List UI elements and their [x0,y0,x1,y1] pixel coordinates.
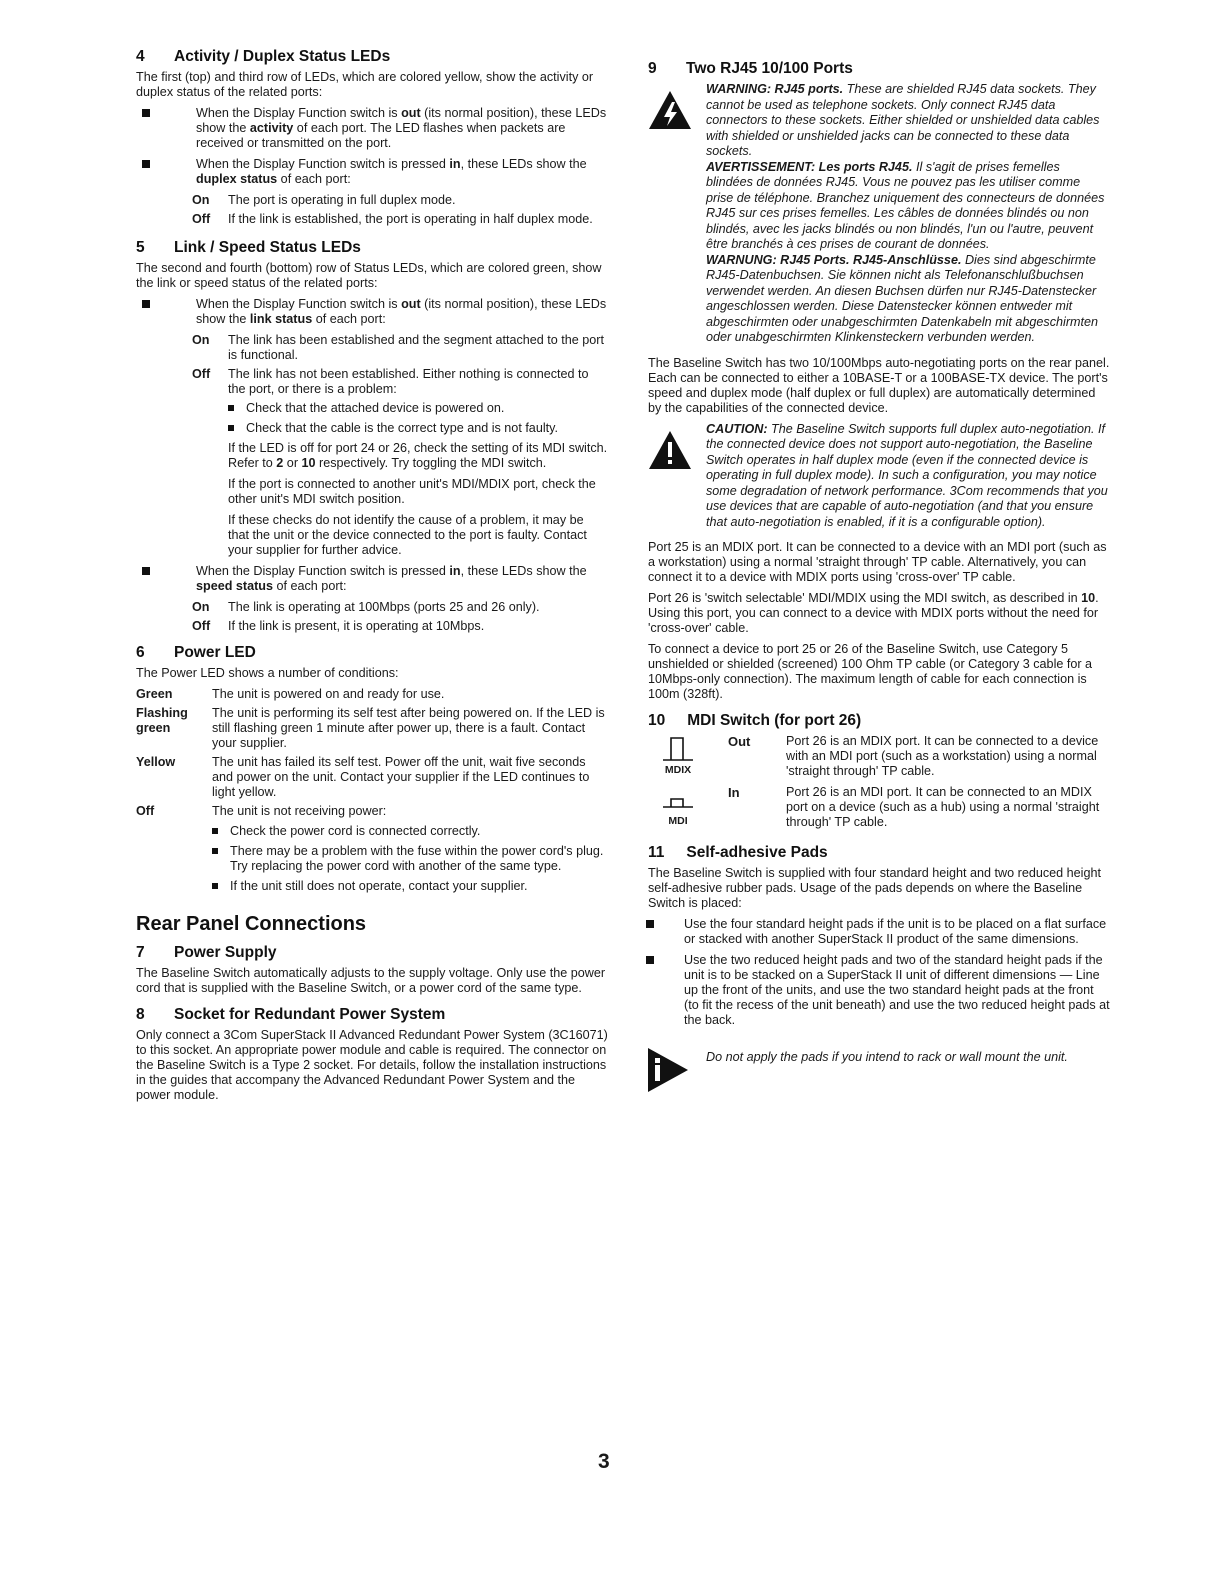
section-7-text: The Baseline Switch automatically adjusts to the supply voltage. Only use the power cord that is supplied with the Baseline Switch, or a power cord of the same type. [136,966,606,995]
check-list [228,401,608,558]
definition-desc [212,804,608,899]
caution-label: CAUTION: [706,421,768,436]
list-item [228,401,608,416]
section-number: 10 [648,712,666,729]
warning-fr-text: Il s'agit de prises femelles blindées de données RJ45. Vous ne pouvez pas les utiliser comme prise de téléphone. Branchez uniquement des connecteurs de données RJ45 sur ces prises femelles. Les câbles de données blindés ou non blindés, avec les jacks blindés ou non blindés, l'un ou l'autre, peuvent être branchés à ces prises de courant de données. [706,159,1105,251]
section-title: Two RJ45 10/100 Ports [686,60,853,77]
definition-desc: The unit has failed its self test. Power off the unit, wait five seconds and power on the unit. Contact your supplier if the LED continues to light yellow. [212,755,590,799]
info-icon [648,1040,706,1092]
definition-desc: The unit is powered on and ready for use. [212,687,445,701]
switch-out-figure [648,734,708,779]
section-6-intro: The Power LED shows a number of conditions: [136,666,399,680]
mdi-label: MDI [668,815,688,827]
section-11-heading [648,844,1110,862]
page-number: 3 [598,1450,610,1473]
warning-de-label: WARNUNG: RJ45 Ports. RJ45-Anschlüsse. [706,252,962,267]
list-item-text: Check that the cable is the correct type and is not faulty. [246,421,558,435]
bullet-square-icon [228,425,234,431]
definition-row [192,600,608,615]
bullet-square-icon [142,109,150,117]
definition-term: Out [728,734,751,749]
definition-row [192,193,608,208]
section-10-heading [648,712,1110,730]
definition-row [192,333,608,363]
bullet-square-icon [212,848,218,854]
bullet-square-icon [142,300,150,308]
bullet-square-icon [142,567,150,575]
definition-list [192,193,608,227]
list-item [136,297,608,327]
list-item-text: Use the four standard height pads if the unit is to be placed on a flat surface or stacked with another SuperStack II product of the same dimensions. [684,917,1107,946]
list-item [136,564,608,594]
list-item-text: Use the two reduced height pads and two of the standard height pads if the unit is to be stacked on a SuperStack II unit of different dimensions — Line up the front of the units, and use the two standard height pads at the front (to fit the recess of the unit beneath) and use the two reduced height pads at the back. [684,953,1110,1027]
mdi-switch-table [648,734,1110,830]
definition-term: Yellow [136,755,176,769]
definition-row [136,755,608,800]
section-11-intro: The Baseline Switch is supplied with four standard height and two reduced height self-adhesive rubber pads. Usage of the pads depends on where the Baseline Switch is placed: [648,866,1101,910]
section-number: 9 [648,60,657,77]
section-number: 11 [648,844,665,861]
list-item-text: When the Display Function switch is out (its normal position), these LEDs show the link status of each port: [196,297,607,326]
electrical-warning-icon [648,82,706,346]
check-list [212,824,608,894]
definition-term: Green [136,687,173,701]
warning-de-text: Dies sind abgeschirmte RJ45-Datenbuchsen. Sie können nicht als Telefonanschlußbuchsen verwendet werden. An diesen Buchsen dürfen nur RJ45-Datenstecker angeschlossen werden. Diese Datenstecker können entweder mit abgeschirmten oder unabgeschirmten Datenkabeln mit abgeschirmten oder unabgeschirmten Klinkensteckern verbunden werden. [706,252,1099,344]
list-item-text: Check the power cord is connected correctly. [230,824,481,838]
section-4-heading [136,48,608,66]
list-item-text: When the Display Function switch is pressed in, these LEDs show the speed status of each port: [196,564,587,593]
list-item-text: When the Display Function switch is out (its normal position), these LEDs show the activity of each port. The LED flashes when packets are received or transmitted on the port. [196,106,607,150]
bullet-square-icon [212,883,218,889]
info-note-text: Do not apply the pads if you intend to rack or wall mount the unit. [706,1050,1068,1064]
definition-term: Off [192,367,211,381]
warning-fr-label: AVERTISSEMENT: Les ports RJ45. [706,159,913,174]
mdix-label: MDIX [664,764,692,776]
list-item-text: Check that the attached device is powered on. [246,401,505,415]
list-item-text: When the Display Function switch is pressed in, these LEDs show the duplex status of each port: [196,157,587,186]
power-led-table [136,687,608,899]
bullet-square-icon [228,405,234,411]
caution-text [706,422,1110,531]
section-number: 8 [136,1006,145,1023]
switch-out-icon [661,734,695,762]
definition-desc: The port is operating in full duplex mode. [228,193,456,207]
definition-row [136,706,608,751]
definition-term: Off [192,619,211,633]
list-item [228,421,608,436]
definition-row [136,687,608,702]
section-number: 6 [136,644,145,661]
definition-list [192,600,608,634]
section-number: 4 [136,48,145,65]
definition-term: On [192,193,210,207]
rear-panel-heading: Rear Panel Connections [136,913,367,935]
switch-in-icon [661,785,695,813]
definition-desc: The unit is performing its self test after being powered on. If the LED is still flashing green 1 minute after power up, there is a fault. Contact your supplier. [212,706,605,750]
definition-desc: The link is operating at 100Mbps (ports 25 and 26 only). [228,600,540,614]
bullet-square-icon [142,160,150,168]
definition-row [192,619,608,634]
definition-desc-text: The unit is not receiving power: [212,804,387,818]
list-item [640,917,1110,947]
section-title: Activity / Duplex Status LEDs [174,48,391,65]
paragraph: If these checks do not identify the cause of a problem, it may be that the unit or the device connected to the port is faulty. Contact your supplier for further advice. [228,513,587,557]
caution-note [648,422,1110,531]
paragraph: To connect a device to port 25 or 26 of the Baseline Switch, use Category 5 unshielded or shielded (screened) 100 Ohm TP cable (or Category 3 cable for a 10Mbps-only connection). The maximum length of cable for each connection is 100m (328ft). [648,642,1093,701]
bullet-square-icon [212,828,218,834]
section-title: Link / Speed Status LEDs [174,239,361,256]
mdi-row-in [648,785,1110,830]
list-item [136,106,608,151]
definition-term: On [192,600,210,614]
section-title: Socket for Redundant Power System [174,1006,446,1023]
warning-note [648,82,1110,346]
section-title: MDI Switch (for port 26) [687,712,862,729]
definition-term: Flashing green [136,706,188,735]
definition-desc: If the link is established, the port is operating in half duplex mode. [228,212,593,226]
right-column [648,60,1110,1102]
section-number: 5 [136,239,145,256]
paragraph: If the port is connected to another unit's MDI/MDIX port, check the other unit's MDI switch position. [228,477,596,506]
warning-en-text: These are shielded RJ45 data sockets. They cannot be used as telephone sockets. Only connect RJ45 data connectors to these sockets. Either shielded or unshielded data cables with shielded or unshielded jacks can be connected to these data sockets. [706,82,1100,158]
list-item [640,953,1110,1028]
list-item [212,879,608,894]
mdi-row-out [648,734,1110,779]
paragraph: The Baseline Switch has two 10/100Mbps auto-negotiating ports on the rear panel. Each can be connected to either a 10BASE-T or a 100BASE-TX device. The port's speed and duplex mode (half duplex or full duplex) are automatically determined by the capabilities of the connected device. [648,355,1110,415]
section-7-heading [136,944,608,962]
bullet-square-icon [646,920,654,928]
definition-desc: The link has not been established. Either nothing is connected to the port, or there is a problem: [228,367,589,396]
switch-in-figure [648,785,708,830]
definition-row [192,212,608,227]
definition-desc: Port 26 is an MDI port. It can be connected to an MDIX port on a device (such as a hub) using a normal 'straight through' TP cable. [786,785,1100,829]
definition-term: In [728,785,740,800]
list-item [212,824,608,839]
definition-list [192,333,608,558]
section-title: Self-adhesive Pads [686,844,828,861]
section-6-heading [136,644,608,662]
warning-text [706,82,1110,346]
definition-term: Off [136,804,155,818]
definition-desc: The link has been established and the segment attached to the port is functional. [228,333,604,362]
definition-desc: If the link is present, it is operating at 10Mbps. [228,619,485,633]
left-column [136,48,608,1109]
section-title: Power LED [174,644,256,661]
section-5-heading [136,239,608,257]
bullet-square-icon [646,956,654,964]
list-item-text: If the unit still does not operate, contact your supplier. [230,879,528,893]
definition-term: Off [192,212,211,226]
paragraph: Port 25 is an MDIX port. It can be connected to a device with an MDI port (such as a workstation) using a normal 'straight through' TP cable. Alternatively, you can connect it to a device with MDIX ports using 'cross-over' TP cable. [648,540,1107,584]
definition-term: On [192,333,210,347]
paragraph: If the LED is off for port 24 or 26, check the setting of its MDI switch. Refer to 2 or 10 respectively. Try toggling the MDI switch. [228,441,608,470]
definition-row [136,804,608,899]
section-number: 7 [136,944,145,961]
list-item [136,157,608,187]
list-item-text: There may be a problem with the fuse within the power cord's plug. Try replacing the power cord with another of the same type. [230,844,604,873]
section-8-text: Only connect a 3Com SuperStack II Advanced Redundant Power System (3C16071) to this socket. An appropriate power module and cable is required. The connector on the Baseline Switch is a Type 2 socket. For details, follow the installation instructions in the guides that accompany the Advanced Redundant Power System and the power module. [136,1028,608,1102]
section-8-heading [136,1006,608,1024]
paragraph: Port 26 is 'switch selectable' MDI/MDIX using the MDI switch, as described in 10. Using this port, you can connect to a device with MDIX ports without the need for 'cross-over' cable. [648,591,1099,635]
section-title: Power Supply [174,944,277,961]
info-note [648,1040,1110,1092]
caution-icon [648,422,706,531]
section-5-intro: The second and fourth (bottom) row of Status LEDs, which are colored green, show the link or speed status of the related ports: [136,261,602,290]
caution-body: The Baseline Switch supports full duplex auto-negotiation. If the connected device does not support auto-negotiation, the Baseline Switch operates in half duplex mode (even if the connected device is operating in full duplex mode). In such a configuration, you may notice some degradation of network performance. 3Com recommends that you use devices that are capable of auto-negotiation (and that you ensure that auto-negotiation is enabled, if it is a configurable option). [706,421,1108,529]
definition-desc: Port 26 is an MDIX port. It can be connected to a device with an MDI port (such as a workstation) using a normal 'straight through' TP cable. [786,734,1099,778]
list-item [212,844,608,874]
definition-row [192,367,608,397]
section-9-heading [648,60,1110,78]
section-4-intro: The first (top) and third row of LEDs, which are colored yellow, show the activity or duplex status of the related ports: [136,70,594,99]
warning-en-label: WARNING: RJ45 ports. [706,82,844,96]
